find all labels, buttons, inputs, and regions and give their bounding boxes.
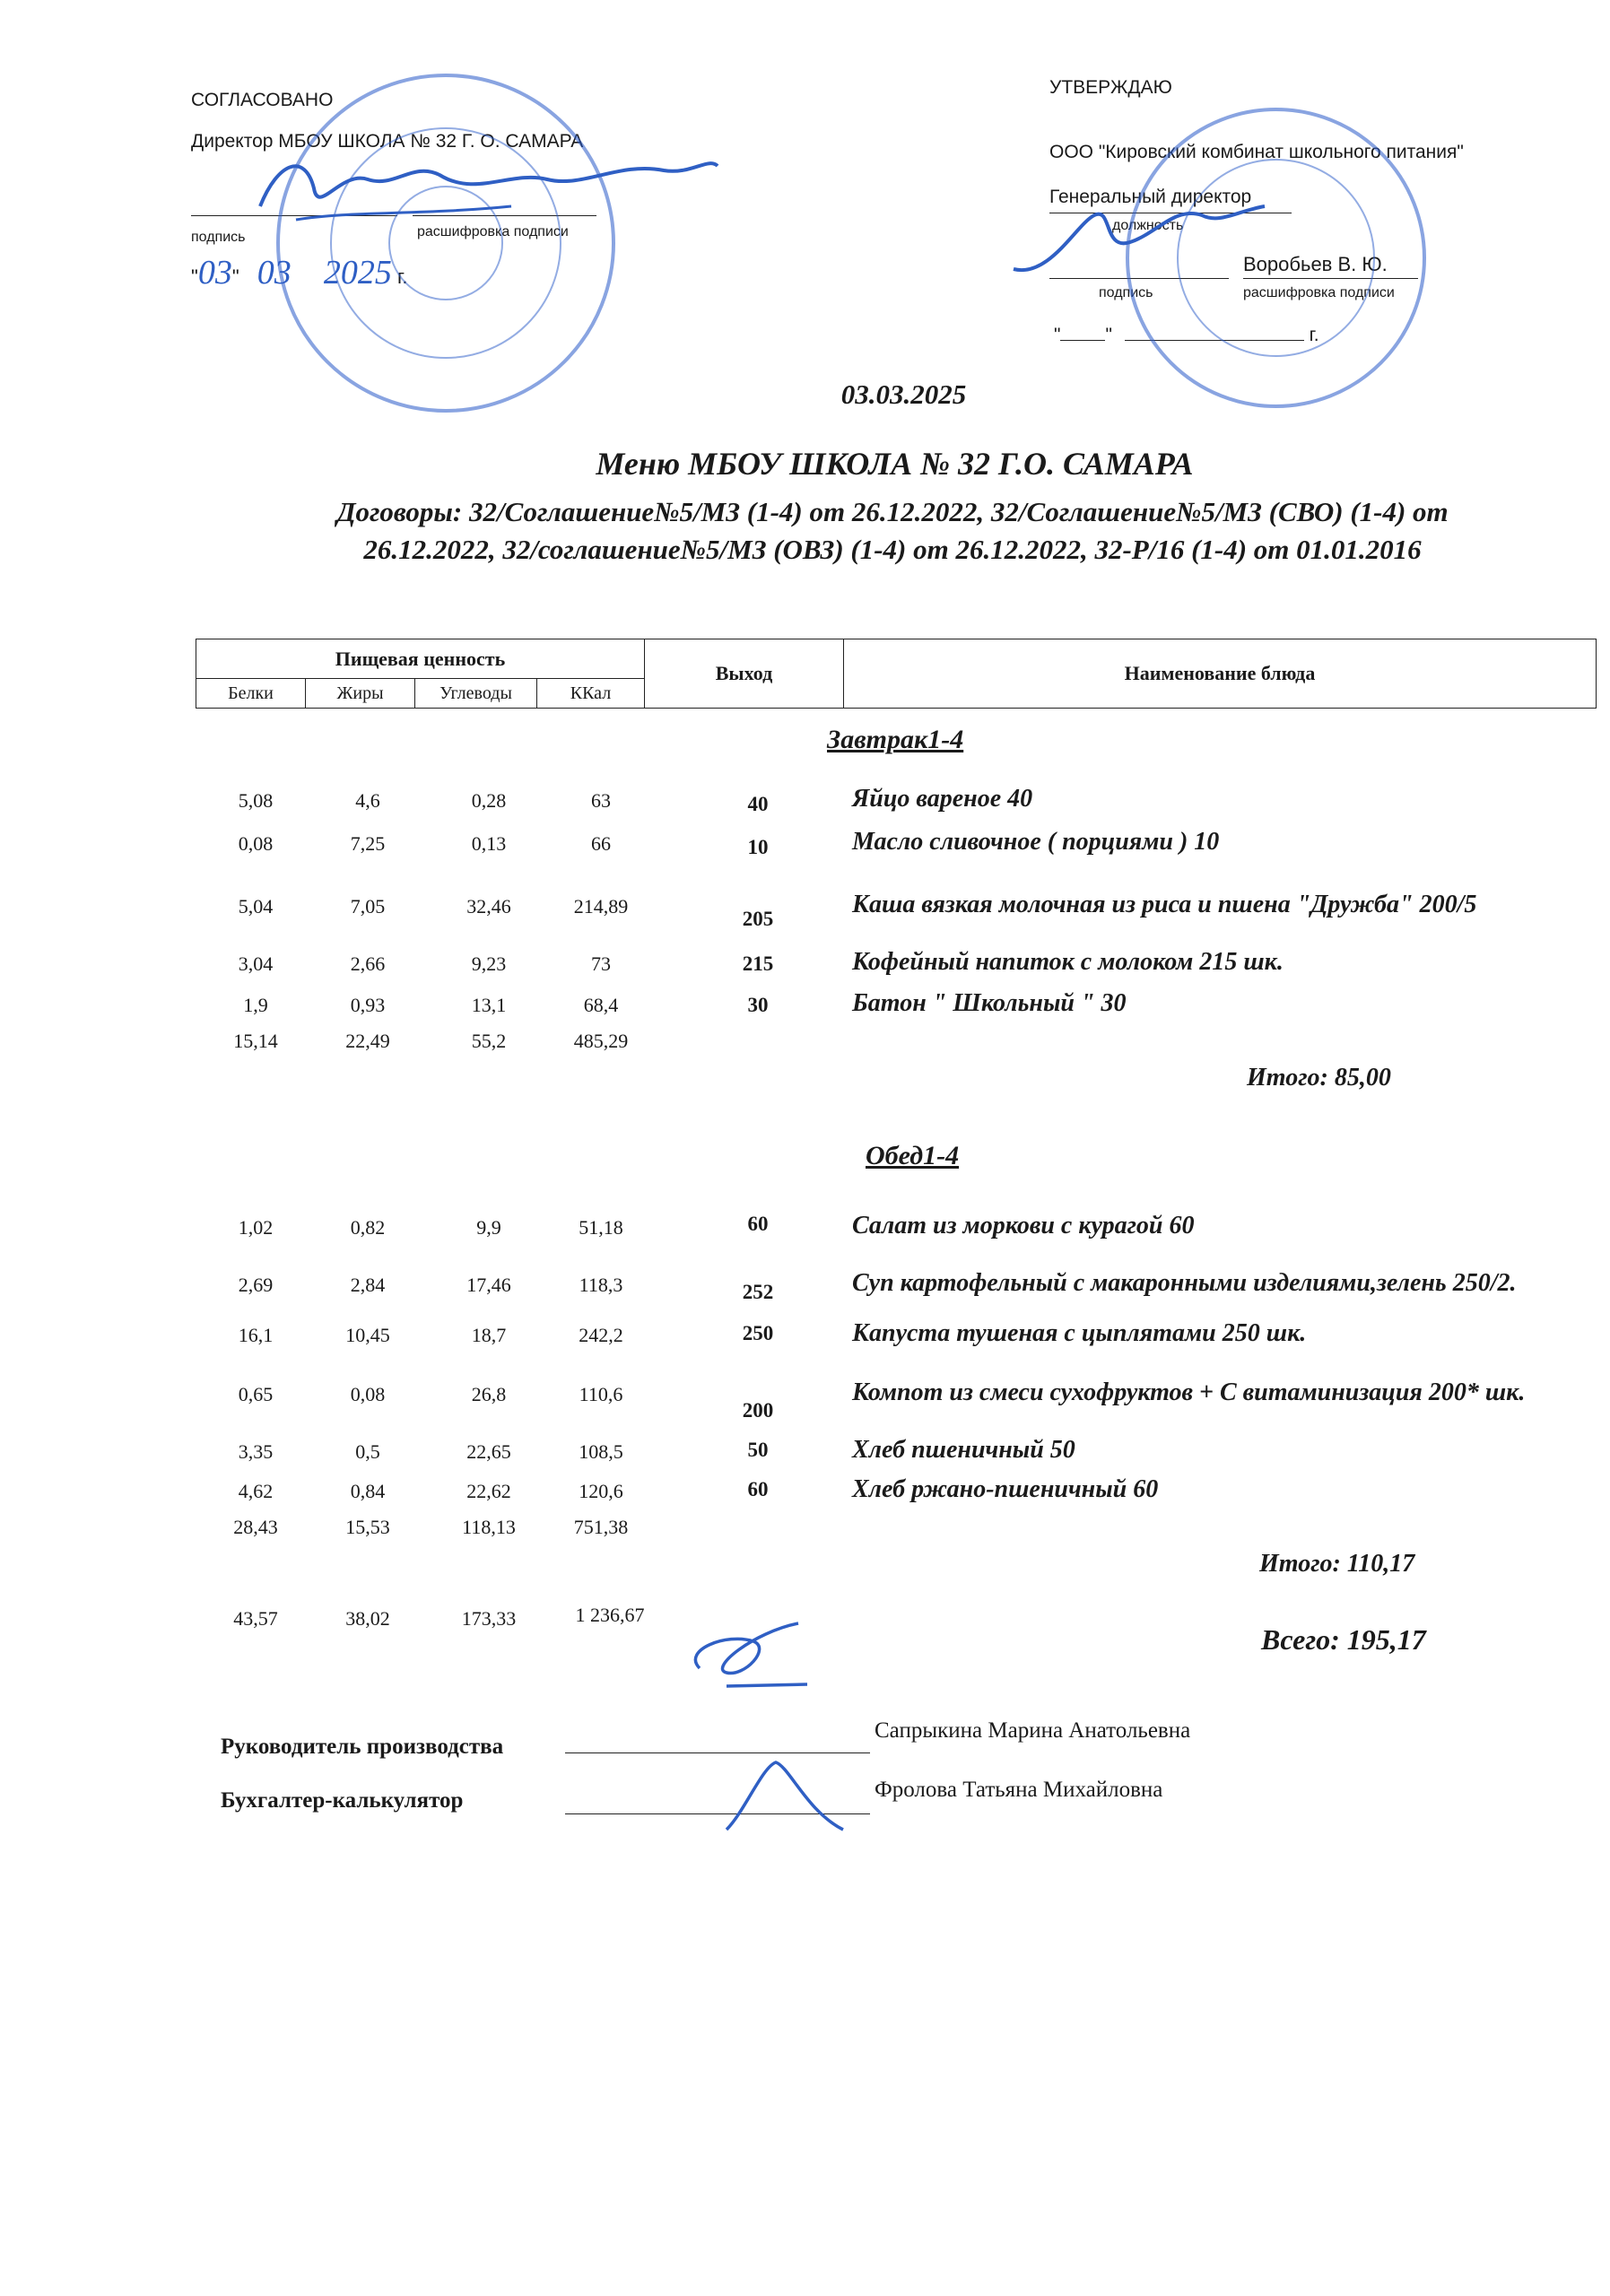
lunch-proteins: 16,1: [238, 1324, 274, 1346]
accountant-name: Фролова Татьяна Михайловна: [875, 1778, 1163, 1802]
breakfast-carbs: 13,1: [471, 994, 507, 1016]
breakfast-sum-fats: 22,49: [345, 1030, 390, 1052]
lunch-proteins: 1,02: [238, 1216, 274, 1239]
lunch-proteins: 0,65: [238, 1383, 274, 1405]
director-signature: [242, 144, 727, 233]
lunch-dish-name: Компот из смеси сухофруктов + С витаминизация 200* шк.: [852, 1378, 1526, 1406]
lunch-fats: 0,84: [350, 1480, 386, 1502]
grand-kcal: 1 236,67: [575, 1604, 645, 1626]
position-caption: должность: [1112, 218, 1184, 233]
breakfast-kcal: 63: [591, 789, 611, 812]
breakfast-fats: 7,25: [350, 832, 386, 855]
lunch-dish-name: Капуста тушеная с цыплятами 250 шк.: [852, 1319, 1307, 1347]
contracts-line-2: 26.12.2022, 32/соглашение№5/МЗ (ОВЗ) (1-4) от 26.12.2022, 32-Р/16 (1-4) от 01.01.2016: [363, 534, 1422, 565]
lunch-carbs: 17,46: [466, 1274, 511, 1296]
breakfast-carbs: 0,28: [471, 789, 507, 812]
lunch-kcal: 108,5: [579, 1440, 623, 1463]
lunch-fats: 2,84: [350, 1274, 386, 1296]
th-nutrition: Пищевая ценность: [196, 639, 645, 679]
lunch-carbs: 22,65: [466, 1440, 511, 1463]
breakfast-carbs: 32,46: [466, 895, 511, 918]
breakfast-proteins: 1,9: [243, 994, 268, 1016]
breakfast-carbs: 9,23: [471, 952, 507, 975]
lunch-proteins: 3,35: [238, 1440, 274, 1463]
breakfast-fats: 2,66: [350, 952, 386, 975]
accountant-signature: [718, 1758, 852, 1839]
position-label: Генеральный директор: [1049, 187, 1252, 207]
lunch-kcal: 120,6: [579, 1480, 623, 1502]
breakfast-fats: 4,6: [355, 789, 380, 812]
breakfast-kcal: 68,4: [583, 994, 619, 1016]
breakfast-dish-name: Масло сливочное ( порциями ) 10: [852, 828, 1220, 856]
grand-carbs: 173,33: [461, 1607, 517, 1630]
lunch-proteins: 2,69: [238, 1274, 274, 1296]
approval-date-left: "03" 03 2025 г.: [191, 254, 408, 291]
lunch-kcal: 110,6: [579, 1383, 623, 1405]
th-carbs: Углеводы: [415, 679, 537, 708]
breakfast-fats: 0,93: [350, 994, 386, 1016]
breakfast-carbs: 0,13: [471, 832, 507, 855]
lunch-fats: 10,45: [345, 1324, 390, 1346]
date-month: 03: [257, 254, 292, 291]
lunch-dish-name: Суп картофельный с макаронными изделиями,зелень 250/2.: [852, 1269, 1517, 1297]
contracts-line-1: Договоры: 32/Соглашение№5/МЗ (1-4) от 26.12.2022, 32/Соглашение№5/МЗ (СВО) (1-4) от: [336, 496, 1449, 527]
breakfast-dish-name: Кофейный напиток с молоком 215 шк.: [852, 948, 1284, 976]
breakfast-sum-carbs: 55,2: [471, 1030, 507, 1052]
lunch-output: 200: [742, 1399, 774, 1422]
breakfast-proteins: 5,04: [238, 895, 274, 918]
breakfast-proteins: 0,08: [238, 832, 274, 855]
lunch-fats: 0,5: [355, 1440, 380, 1463]
breakfast-sum-proteins: 15,14: [233, 1030, 278, 1052]
lunch-proteins: 4,62: [238, 1480, 274, 1502]
menu-date: 03.03.2025: [840, 378, 967, 410]
breakfast-sum-kcal: 485,29: [573, 1030, 629, 1052]
lunch-sum-kcal: 751,38: [573, 1516, 629, 1538]
lunch-kcal: 51,18: [579, 1216, 623, 1239]
approval-date-right: " " г.: [1054, 325, 1319, 345]
date-year: 2025: [323, 254, 392, 291]
lunch-total: Итого: 110,17: [1259, 1550, 1415, 1578]
breakfast-title: Завтрак1-4: [827, 725, 964, 754]
signature-caption: подпись: [191, 230, 246, 245]
head-of-production-name: Сапрыкина Марина Анатольевна: [875, 1718, 1191, 1743]
lunch-carbs: 26,8: [471, 1383, 507, 1405]
date-day: 03: [197, 254, 232, 291]
director-name: Воробьев В. Ю.: [1243, 253, 1388, 275]
page-title: Меню МБОУ ШКОЛА № 32 Г.О. САМАРА: [596, 446, 1194, 482]
lunch-output: 252: [742, 1281, 774, 1303]
lunch-dish-name: Хлеб ржано-пшеничный 60: [852, 1475, 1159, 1503]
lunch-carbs: 18,7: [471, 1324, 507, 1346]
breakfast-dish-name: Батон " Школьный " 30: [852, 989, 1127, 1017]
lunch-dish-name: Салат из моркови с курагой 60: [852, 1212, 1195, 1239]
accountant-label: Бухгалтер-калькулятор: [221, 1788, 464, 1813]
lunch-output: 60: [747, 1478, 769, 1500]
table-header: [196, 639, 1597, 709]
breakfast-output: 215: [742, 952, 774, 975]
breakfast-proteins: 3,04: [238, 952, 274, 975]
lunch-sum-proteins: 28,43: [233, 1516, 278, 1538]
head-of-production-label: Руководитель производства: [221, 1735, 504, 1759]
breakfast-kcal: 66: [591, 832, 611, 855]
grand-fats: 38,02: [345, 1607, 390, 1630]
lunch-output: 250: [742, 1322, 774, 1344]
breakfast-dish-name: Каша вязкая молочная из риса и пшена "Дружба" 200/5: [852, 891, 1477, 918]
breakfast-kcal: 214,89: [573, 895, 629, 918]
lunch-sum-fats: 15,53: [345, 1516, 390, 1538]
lunch-output: 60: [747, 1213, 769, 1235]
breakfast-output: 10: [747, 836, 769, 858]
breakfast-kcal: 73: [591, 952, 611, 975]
lunch-fats: 0,82: [350, 1216, 386, 1239]
lunch-carbs: 22,62: [466, 1480, 511, 1502]
contracts-text: [179, 493, 1606, 569]
th-kcal: ККал: [537, 679, 645, 708]
org-label: ООО "Кировский комбинат школьного питания": [1049, 142, 1464, 162]
lunch-kcal: 118,3: [579, 1274, 623, 1296]
breakfast-output: 30: [747, 994, 769, 1016]
lunch-title: Обед1-4: [866, 1141, 960, 1170]
general-director-signature: [996, 188, 1283, 287]
breakfast-total: Итого: 85,00: [1247, 1064, 1391, 1091]
lunch-kcal: 242,2: [579, 1324, 623, 1346]
grand-total: Всего: 195,17: [1261, 1623, 1426, 1656]
th-dish-name: Наименование блюда: [1124, 662, 1316, 684]
breakfast-proteins: 5,08: [238, 789, 274, 812]
breakfast-output: 205: [742, 908, 774, 930]
breakfast-output: 40: [747, 793, 769, 815]
lunch-sum-carbs: 118,13: [462, 1516, 516, 1538]
grand-proteins: 43,57: [233, 1607, 278, 1630]
lunch-fats: 0,08: [350, 1383, 386, 1405]
breakfast-fats: 7,05: [350, 895, 386, 918]
decode-caption: расшифровка подписи: [417, 224, 569, 239]
lunch-dish-name: Хлеб пшеничный 50: [852, 1436, 1075, 1464]
director-label: Директор МБОУ ШКОЛА № 32 Г. О. САМАРА: [191, 131, 584, 152]
th-fats: Жиры: [306, 679, 415, 708]
right-decode-caption: расшифровка подписи: [1243, 285, 1395, 300]
lunch-carbs: 9,9: [476, 1216, 501, 1239]
approve-label: УТВЕРЖДАЮ: [1049, 77, 1172, 98]
th-proteins: Белки: [196, 679, 306, 708]
lunch-output: 50: [747, 1439, 769, 1461]
breakfast-dish-name: Яйцо вареное 40: [852, 785, 1033, 813]
th-output: Выход: [645, 639, 844, 708]
right-signature-caption: подпись: [1099, 285, 1153, 300]
head-signature-line: [565, 1752, 870, 1753]
agreed-label: СОГЛАСОВАНО: [191, 90, 334, 110]
checker-mark: [673, 1614, 834, 1704]
